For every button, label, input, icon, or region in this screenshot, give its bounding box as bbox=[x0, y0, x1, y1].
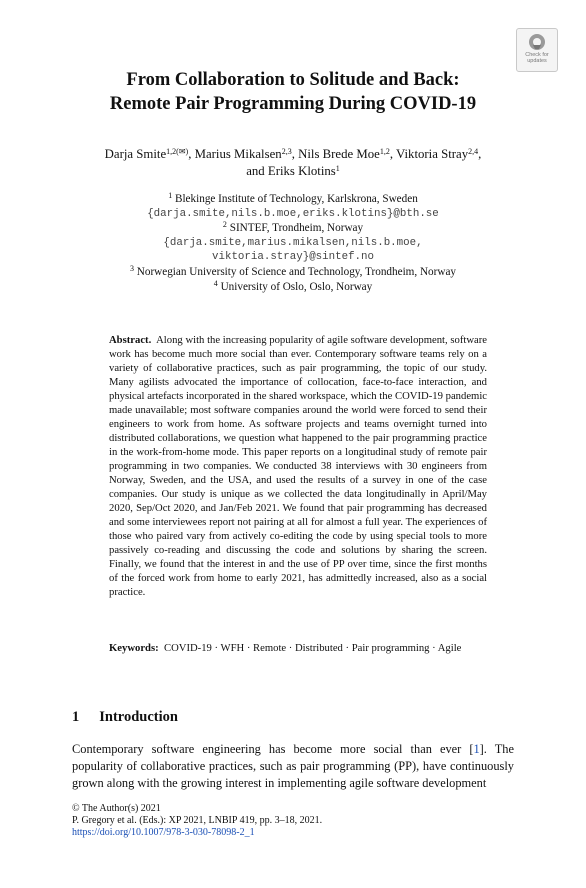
author-name: Viktoria Stray bbox=[396, 147, 469, 161]
author-line-1 bbox=[60, 146, 526, 163]
author-line-2 bbox=[60, 163, 526, 180]
affiliation-name: Norwegian University of Science and Technology, Trondheim, Norway bbox=[136, 265, 457, 278]
affiliation-2-email-line-1[interactable]: {darja.smite,marius.mikalsen,nils.b.moe, bbox=[163, 236, 423, 249]
keywords bbox=[109, 642, 487, 656]
abstract-label: Abstract. bbox=[109, 335, 152, 346]
keywords-text: COVID-19 · WFH · Remote · Distributed · Pair programming · Agile bbox=[163, 643, 462, 654]
section-title: Introduction bbox=[99, 709, 178, 725]
author-separator: , bbox=[389, 147, 397, 161]
affiliation-name: SINTEF, Trondheim, Norway bbox=[229, 222, 364, 235]
affiliation-1-email[interactable]: {darja.smite,nils.b.moe,eriks.klotins}@bth.se bbox=[147, 207, 439, 220]
affiliation-number: 4 bbox=[213, 278, 218, 288]
title-line-2: Remote Pair Programming During COVID-19 bbox=[109, 94, 477, 114]
badge-label-1: Check for bbox=[525, 52, 549, 58]
paper-title bbox=[60, 68, 526, 116]
footer bbox=[72, 803, 322, 839]
affiliation-name: University of Oslo, Oslo, Norway bbox=[220, 280, 373, 293]
affiliation-1 bbox=[60, 192, 526, 207]
section-heading bbox=[72, 709, 178, 726]
citation-link[interactable]: 1 bbox=[473, 742, 480, 756]
affiliation-2 bbox=[60, 221, 526, 236]
section-number: 1 bbox=[72, 709, 80, 725]
author-name: Marius Mikalsen bbox=[194, 147, 282, 161]
affiliation-3 bbox=[60, 265, 526, 280]
affiliation-number: 1 bbox=[168, 191, 173, 200]
badge-label-2: updates bbox=[527, 58, 547, 64]
affiliation-name: Blekinge Institute of Technology, Karlskrona, Sweden bbox=[174, 193, 418, 205]
author-list bbox=[60, 146, 526, 180]
author-name: and Eriks Klotins bbox=[246, 164, 336, 178]
author-separator: , bbox=[478, 147, 482, 161]
affiliations bbox=[60, 192, 526, 294]
abstract-text: Along with the increasing popularity of agile software development, software work has become much more social than ever. Contemporary software teams rely on a variety of collaborative practices, such as pair programming, the topic of our study. Many agilists advocated the importance of collocation, face-to-face interaction, and physical artefacts incorporated in the shared workspace, which the COVID-19 pandemic made unavailable; most software companies around the world were forced to send their engineers to work from home. As software projects and teams overnight turned into distributed collaborations, we question what happened to the pair programming practice in the work-from-home mode. This paper reports on a longitudinal study of remote pair programming in two companies. We conducted 38 interviews with 30 engineers from Norway, Sweden, and the USA, and used the results of a survey in one of the case companies. Our study is unique as we collected the data longitudinally in April/May 2020, Sep/Oct 2020, and Jan/Feb 2021. We found that pair programming has decreased and some interviewees report not pairing at all for almost a full year. The experiences of those who paired vary from actively co-editing the code by using special tools to more passively co-reading and discussing the code and solutions by sharing the screen. Finally, we found that the interest in and the use of PP over time, since the first months of the forced work from home to early 2021, has admittedly increased, also as a social practice. bbox=[109, 335, 488, 598]
author-affiliation: 2,3 bbox=[281, 147, 292, 156]
author-affiliation: 1 bbox=[335, 164, 340, 173]
author-separator: , bbox=[188, 147, 195, 161]
doi-link[interactable]: https://doi.org/10.1007/978-3-030-78098-2_1 bbox=[72, 827, 255, 838]
author-name: Darja Smite bbox=[104, 147, 167, 161]
check-updates-icon bbox=[526, 32, 548, 52]
affiliation-number: 3 bbox=[129, 263, 134, 273]
author-affiliation: 1,2 bbox=[379, 147, 390, 156]
publication-info: P. Gregory et al. (Eds.): XP 2021, LNBIP 419, pp. 3–18, 2021. bbox=[72, 815, 323, 826]
author-affiliation: 2,4 bbox=[468, 147, 479, 156]
title-line-1: From Collaboration to Solitude and Back: bbox=[126, 70, 460, 90]
check-for-updates-badge[interactable] bbox=[516, 28, 558, 72]
intro-text-before: Contemporary software engineering has become more social than ever [ bbox=[72, 742, 474, 756]
author-affiliation: 1,2(✉) bbox=[166, 147, 189, 156]
intro-paragraph bbox=[72, 741, 514, 792]
abstract bbox=[109, 334, 487, 600]
author-name: Nils Brede Moe bbox=[298, 147, 380, 161]
author-separator: , bbox=[291, 147, 299, 161]
affiliation-number: 2 bbox=[222, 220, 227, 230]
copyright: © The Author(s) 2021 bbox=[72, 803, 161, 814]
keywords-label: Keywords: bbox=[109, 643, 159, 654]
affiliation-4 bbox=[60, 280, 526, 295]
affiliation-2-email-line-2[interactable]: viktoria.stray}@sintef.no bbox=[212, 251, 374, 264]
intro-text-after: ]. The popularity of collaborative practices, such as pair programming (PP), have continuously grown along with the growing interest in implementing agile software development bbox=[72, 742, 514, 790]
